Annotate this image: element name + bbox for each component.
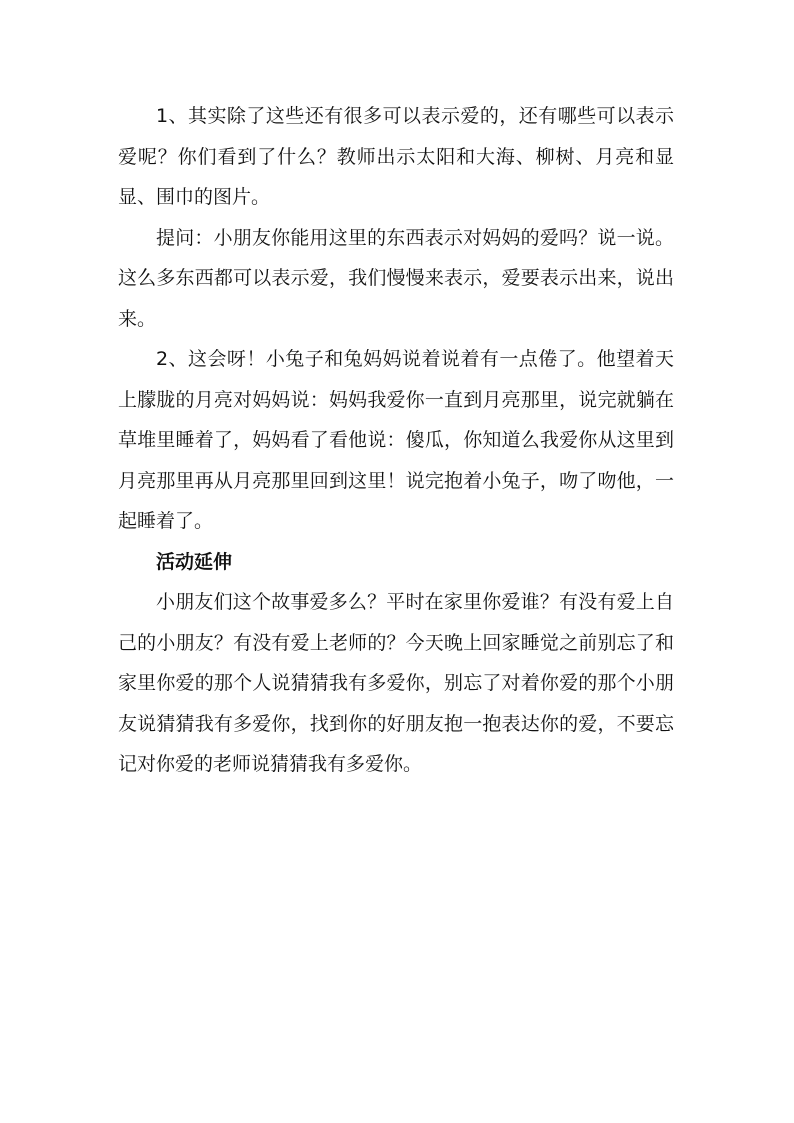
closing-paragraph: 小朋友们这个故事爱多么？平时在家里你爱谁？有没有爱上自己的小朋友？有没有爱上老师的？今天晚上回家睡觉之前别忘了和家里你爱的那个人说猜猜我有多爱你，别忘了对着你爱的那个小朋友说猜猜我有多爱你，找到你的好朋友抱一抱表达你的爱，不要忘记对你爱的老师说猜猜我有多爱你。 [118, 591, 674, 775]
paragraph-1: 1、其实除了这些还有很多可以表示爱的，还有哪些可以表示爱呢？你们看到了什么？教师出示太阳和大海、柳树、月亮和显显、围巾的图片。 [118, 105, 674, 208]
paragraph-2: 提问：小朋友你能用这里的东西表示对妈妈的爱吗？说一说。这么多东西都可以表示爱，我们慢慢来表示，爱要表示出来，说出来。 [118, 226, 674, 330]
section-heading: 活动延伸 [156, 550, 233, 573]
document-body [118, 96, 674, 785]
paragraph-3: 2、这会呀！小兔子和兔妈妈说着说着有一点倦了。他望着天上朦胧的月亮对妈妈说：妈妈我爱你一直到月亮那里，说完就躺在草堆里睡着了，妈妈看了看他说：傻瓜，你知道么我爱你从这里到月亮那里再从月亮那里回到这里！说完抱着小兔子，吻了吻他，一起睡着了。 [118, 348, 674, 532]
